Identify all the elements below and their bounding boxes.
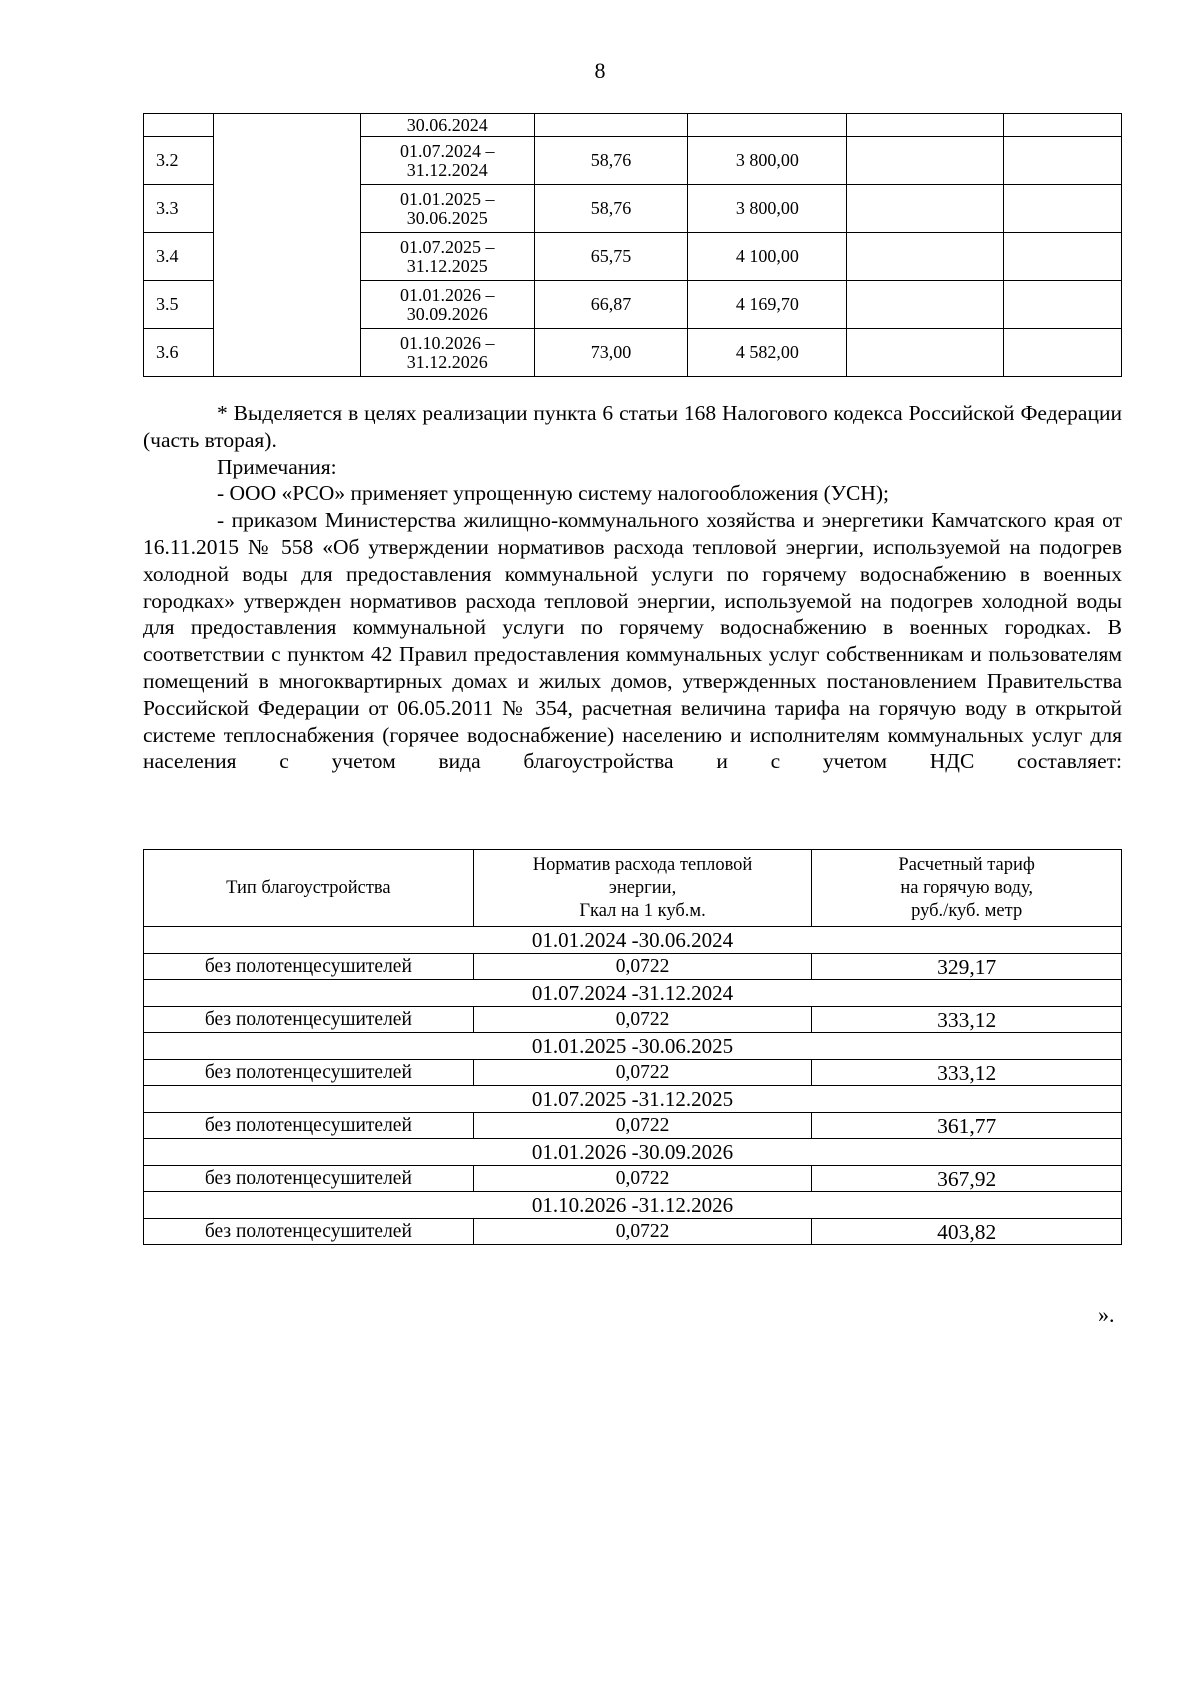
table-row: [144, 954, 1122, 980]
period-row: 01.01.2025 -30.06.2025: [144, 1033, 1122, 1060]
table-row: [144, 1060, 1122, 1086]
tariff-cell: 403,82: [812, 1219, 1122, 1245]
norm-cell: 0,0722: [473, 1113, 812, 1139]
period-row: 01.07.2025 -31.12.2025: [144, 1086, 1122, 1113]
page-number: 8: [594, 58, 606, 83]
table-row: [144, 1007, 1122, 1033]
period-cell: 30.06.2024: [360, 114, 534, 137]
type-cell: без полотенцесушителей: [144, 1166, 474, 1192]
header-cell: Расчетный тариф на горячую воду, руб./куб. метр: [812, 850, 1122, 927]
period-row: 01.07.2024 -31.12.2024: [144, 980, 1122, 1007]
row-number: 3.6: [144, 329, 214, 377]
value-cell: 65,75: [534, 233, 688, 281]
period-cell: 01.01.2025 – 30.06.2025: [360, 185, 534, 233]
type-cell: без полотенцесушителей: [144, 1060, 474, 1086]
norm-cell: 0,0722: [473, 1219, 812, 1245]
tariff-cell: 329,17: [812, 954, 1122, 980]
row-number: 3.5: [144, 281, 214, 329]
note-item: - приказом Министерства жилищно-коммунального хозяйства и энергетики Камчатского края от 16.11.2015 № 558 «Об утверждении нормативов расхода тепловой энергии, используемой на подогрев холодной воды для предоставления коммунальной услуги по горячему водоснабжению в военных городках» утвержден нормативов расхода тепловой энергии, используемой на подогрев холодной воды для предоставления коммунальной услуги по горячему водоснабжению в военных городках. В соответствии с пунктом 42 Правил предоставления коммунальных услуг собственникам и пользователям помещений в многоквартирных домах и жилых домов, утвержденных постановлением Правительства Российской Федерации от 06.05.2011 № 354, расчетная величина тарифа на горячую воду в открытой системе теплоснабжения (горячее водоснабжение) населению и исполнителям коммунальных услуг для населения с учетом вида благоустройства и с учетом НДС составляет:: [143, 508, 1122, 774]
type-cell: без полотенцесушителей: [144, 1113, 474, 1139]
value-cell: 3 800,00: [688, 185, 847, 233]
row-number: 3.2: [144, 137, 214, 185]
value-cell: 58,76: [534, 137, 688, 185]
value-cell: 4 169,70: [688, 281, 847, 329]
type-cell: без полотенцесушителей: [144, 954, 474, 980]
merged-empty-cell: [213, 114, 360, 377]
hot-water-tariff-table: [143, 849, 1122, 1245]
table-row: [144, 1219, 1122, 1245]
norm-cell: 0,0722: [473, 954, 812, 980]
period-row: 01.10.2026 -31.12.2026: [144, 1192, 1122, 1219]
value-cell: 58,76: [534, 185, 688, 233]
type-cell: без полотенцесушителей: [144, 1007, 474, 1033]
period-cell: 01.01.2026 – 30.09.2026: [360, 281, 534, 329]
header-cell: Тип благоустройства: [144, 850, 474, 927]
table-header: [144, 850, 1122, 927]
period-cell: 01.07.2024 – 31.12.2024: [360, 137, 534, 185]
tariff-table-continued: [143, 113, 1122, 377]
closing-quote-mark: ».: [1098, 1302, 1115, 1327]
period-cell: 01.10.2026 – 31.12.2026: [360, 329, 534, 377]
type-cell: без полотенцесушителей: [144, 1219, 474, 1245]
period-cell: 01.07.2025 – 31.12.2025: [360, 233, 534, 281]
tariff-cell: 367,92: [812, 1166, 1122, 1192]
value-cell: 4 582,00: [688, 329, 847, 377]
row-number: 3.4: [144, 233, 214, 281]
note-item: - ООО «РСО» применяет упрощенную систему налогообложения (УСН);: [217, 481, 890, 506]
norm-cell: 0,0722: [473, 1007, 812, 1033]
tariff-cell: 361,77: [812, 1113, 1122, 1139]
period-row: 01.01.2026 -30.09.2026: [144, 1139, 1122, 1166]
value-cell: 66,87: [534, 281, 688, 329]
notes-heading: Примечания:: [217, 454, 337, 479]
table-row: [144, 1166, 1122, 1192]
norm-cell: 0,0722: [473, 1060, 812, 1086]
value-cell: 3 800,00: [688, 137, 847, 185]
value-cell: 73,00: [534, 329, 688, 377]
notes-section: [143, 400, 1122, 775]
table-row: [144, 1113, 1122, 1139]
tariff-cell: 333,12: [812, 1007, 1122, 1033]
header-cell: Норматив расхода тепловой энергии, Гкал на 1 куб.м.: [473, 850, 812, 927]
tariff-cell: 333,12: [812, 1060, 1122, 1086]
table-row: [144, 114, 1122, 137]
value-cell: 4 100,00: [688, 233, 847, 281]
footnote: * Выделяется в целях реализации пункта 6 статьи 168 Налогового кодекса Российской Федерации (часть вторая).: [143, 401, 1122, 452]
norm-cell: 0,0722: [473, 1166, 812, 1192]
period-row: 01.01.2024 -30.06.2024: [144, 927, 1122, 954]
row-number: 3.3: [144, 185, 214, 233]
